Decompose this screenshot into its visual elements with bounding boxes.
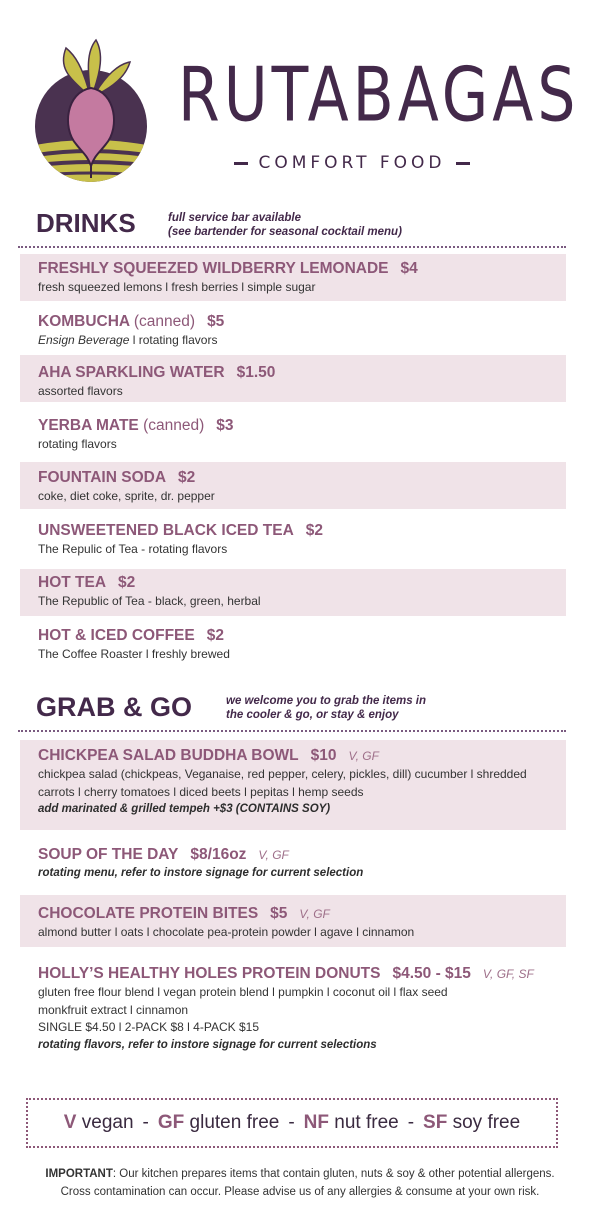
item-name: KOMBUCHA: [38, 313, 130, 330]
legend-separator: -: [142, 1112, 149, 1133]
disclaimer-text1: : Our kitchen prepares items that contain gluten, nuts & soy & other potential allergens.: [112, 1168, 555, 1180]
drink-item-iced-tea: [20, 517, 566, 564]
legend-v-text: vegan: [81, 1112, 134, 1133]
grab-go-title: GRAB & GO: [36, 692, 193, 722]
grab-item-soup: [20, 841, 566, 889]
rutabaga-logo-icon: [30, 38, 152, 186]
legend-nf-text: nut free: [334, 1112, 399, 1133]
item-price: $1.50: [236, 364, 276, 381]
tagline-dash-left: [234, 162, 248, 165]
item-qualifier: (canned): [143, 417, 205, 434]
legend-nf-code: NF: [303, 1112, 329, 1133]
item-title: [38, 521, 566, 541]
item-desc-rest: l rotating flavors: [129, 333, 218, 347]
item-title: [38, 416, 566, 436]
drinks-title: DRINKS: [36, 208, 136, 238]
item-title: [38, 468, 566, 488]
item-title: [38, 964, 566, 984]
grab-item-protein-donuts: [20, 962, 566, 1062]
item-desc: almond butter l oats l chocolate pea-protein powder l agave l cinnamon: [38, 925, 415, 939]
drinks-note: [168, 211, 402, 239]
item-desc: fresh squeezed lemons l fresh berries l simple sugar: [38, 280, 316, 294]
item-title: [38, 845, 566, 865]
item-name: CHOCOLATE PROTEIN BITES: [38, 905, 259, 922]
item-desc-line2: monkfruit extract l cinnamon: [38, 1002, 189, 1017]
item-name: HOT & ICED COFFEE: [38, 627, 195, 644]
brand-tagline: [186, 153, 518, 173]
allergen-disclaimer: [0, 1165, 600, 1201]
item-title: [38, 573, 566, 593]
item-price: $3: [216, 417, 234, 434]
item-desc: [38, 332, 566, 350]
item-name: CHICKPEA SALAD BUDDHA BOWL: [38, 747, 299, 764]
item-name: UNSWEETENED BLACK ICED TEA: [38, 522, 294, 539]
item-desc: The Coffee Roaster l freshly brewed: [38, 647, 230, 661]
item-name: FRESHLY SQUEEZED WILDBERRY LEMONADE: [38, 260, 389, 277]
grab-go-note-line1: we welcome you to grab the items in: [226, 695, 427, 707]
item-price: $5: [270, 905, 288, 922]
item-title: [38, 259, 566, 279]
item-desc-brand: Ensign Beverage: [38, 333, 130, 347]
legend-sf-code: SF: [423, 1112, 448, 1133]
drink-item-yerba-mate: [20, 412, 566, 459]
item-price: $2: [206, 627, 224, 644]
legend-separator: -: [407, 1112, 415, 1133]
item-name: FOUNTAIN SODA: [38, 469, 167, 486]
item-tags: V, GF, SF: [482, 967, 534, 981]
drink-item-sparkling-water: [20, 355, 566, 402]
item-title: [38, 626, 566, 646]
grab-go-note-line2: the cooler & go, or stay & enjoy: [226, 709, 399, 721]
item-desc: coke, diet coke, sprite, dr. pepper: [38, 489, 215, 503]
item-title: [38, 312, 566, 332]
item-title: [38, 363, 566, 383]
item-name: HOT TEA: [38, 574, 107, 591]
item-price: $4.50 - $15: [392, 965, 471, 982]
tagline-text: COMFORT FOOD: [258, 153, 446, 173]
drinks-divider: [18, 246, 566, 248]
header: [0, 0, 600, 200]
item-price: $2: [178, 469, 196, 486]
item-qualifier: (canned): [133, 313, 196, 330]
item-price: $4: [400, 260, 418, 277]
grab-go-divider: [18, 730, 566, 732]
item-desc-line1: gluten free flour blend l vegan protein blend l pumpkin l coconut oil l flax seed: [38, 985, 448, 999]
item-name: AHA SPARKLING WATER: [38, 364, 225, 381]
brand-title: RUTABAGAS: [178, 51, 580, 140]
grab-item-buddha-bowl: [20, 740, 566, 830]
item-title: [38, 746, 566, 766]
item-desc-line2: carrots l cherry tomatoes l diced beets l pepitas l hemp seeds: [38, 784, 364, 799]
disclaimer-line2: Cross contamination can occur. Please advise us of any allergies & consume at your own risk.: [60, 1186, 540, 1198]
item-tags: V, GF: [299, 907, 330, 921]
item-desc: assorted flavors: [38, 384, 123, 398]
legend-separator: -: [288, 1112, 295, 1133]
item-name: YERBA MATE: [38, 417, 139, 434]
grab-item-protein-bites: [20, 895, 566, 947]
item-price: $10: [310, 747, 337, 764]
drink-item-hot-tea: [20, 569, 566, 616]
item-tags: V, GF: [258, 848, 289, 862]
item-desc: rotating flavors: [38, 437, 117, 451]
drink-item-lemonade: [20, 254, 566, 301]
item-price: $2: [305, 522, 324, 539]
item-desc: The Republic of Tea - black, green, herbal: [38, 594, 261, 608]
drink-item-coffee: [20, 622, 566, 669]
item-note: rotating flavors, refer to instore signage for current selections: [38, 1038, 377, 1051]
drinks-note-line2: (see bartender for seasonal cocktail menu): [168, 226, 402, 238]
drinks-note-line1: full service bar available: [168, 212, 301, 224]
item-name: HOLLY’S HEALTHY HOLES PROTEIN DONUTS: [38, 965, 381, 982]
legend-gf-text: gluten free: [189, 1112, 280, 1133]
item-desc-line3: SINGLE $4.50 l 2-PACK $8 l 4-PACK $15: [38, 1020, 259, 1034]
item-price: $8/16oz: [190, 846, 247, 863]
tagline-dash-right: [456, 162, 470, 165]
item-desc-line1: chickpea salad (chickpeas, Veganaise, red pepper, celery, pickles, dill) cucumber l shredded: [38, 767, 527, 781]
legend-gf-code: GF: [157, 1112, 185, 1133]
grab-go-note: [226, 694, 426, 722]
item-price: $2: [118, 574, 136, 591]
item-note: rotating menu, refer to instore signage for current selection: [38, 867, 364, 879]
important-label: IMPORTANT: [45, 1168, 113, 1180]
legend-v-code: V: [63, 1112, 77, 1133]
item-name: SOUP OF THE DAY: [38, 846, 179, 863]
item-desc: The Repulic of Tea - rotating flavors: [38, 542, 228, 556]
drink-item-kombucha: [20, 307, 566, 354]
disclaimer-line1: [0, 1165, 600, 1183]
item-note: add marinated & grilled tempeh +$3 (CONTAINS SOY): [38, 803, 331, 815]
legend-sf-text: soy free: [452, 1112, 521, 1133]
item-title: [38, 904, 566, 924]
dietary-legend: [26, 1098, 558, 1148]
drink-item-fountain-soda: [20, 462, 566, 509]
item-tags: V, GF: [348, 749, 379, 763]
item-price: $5: [207, 313, 225, 330]
